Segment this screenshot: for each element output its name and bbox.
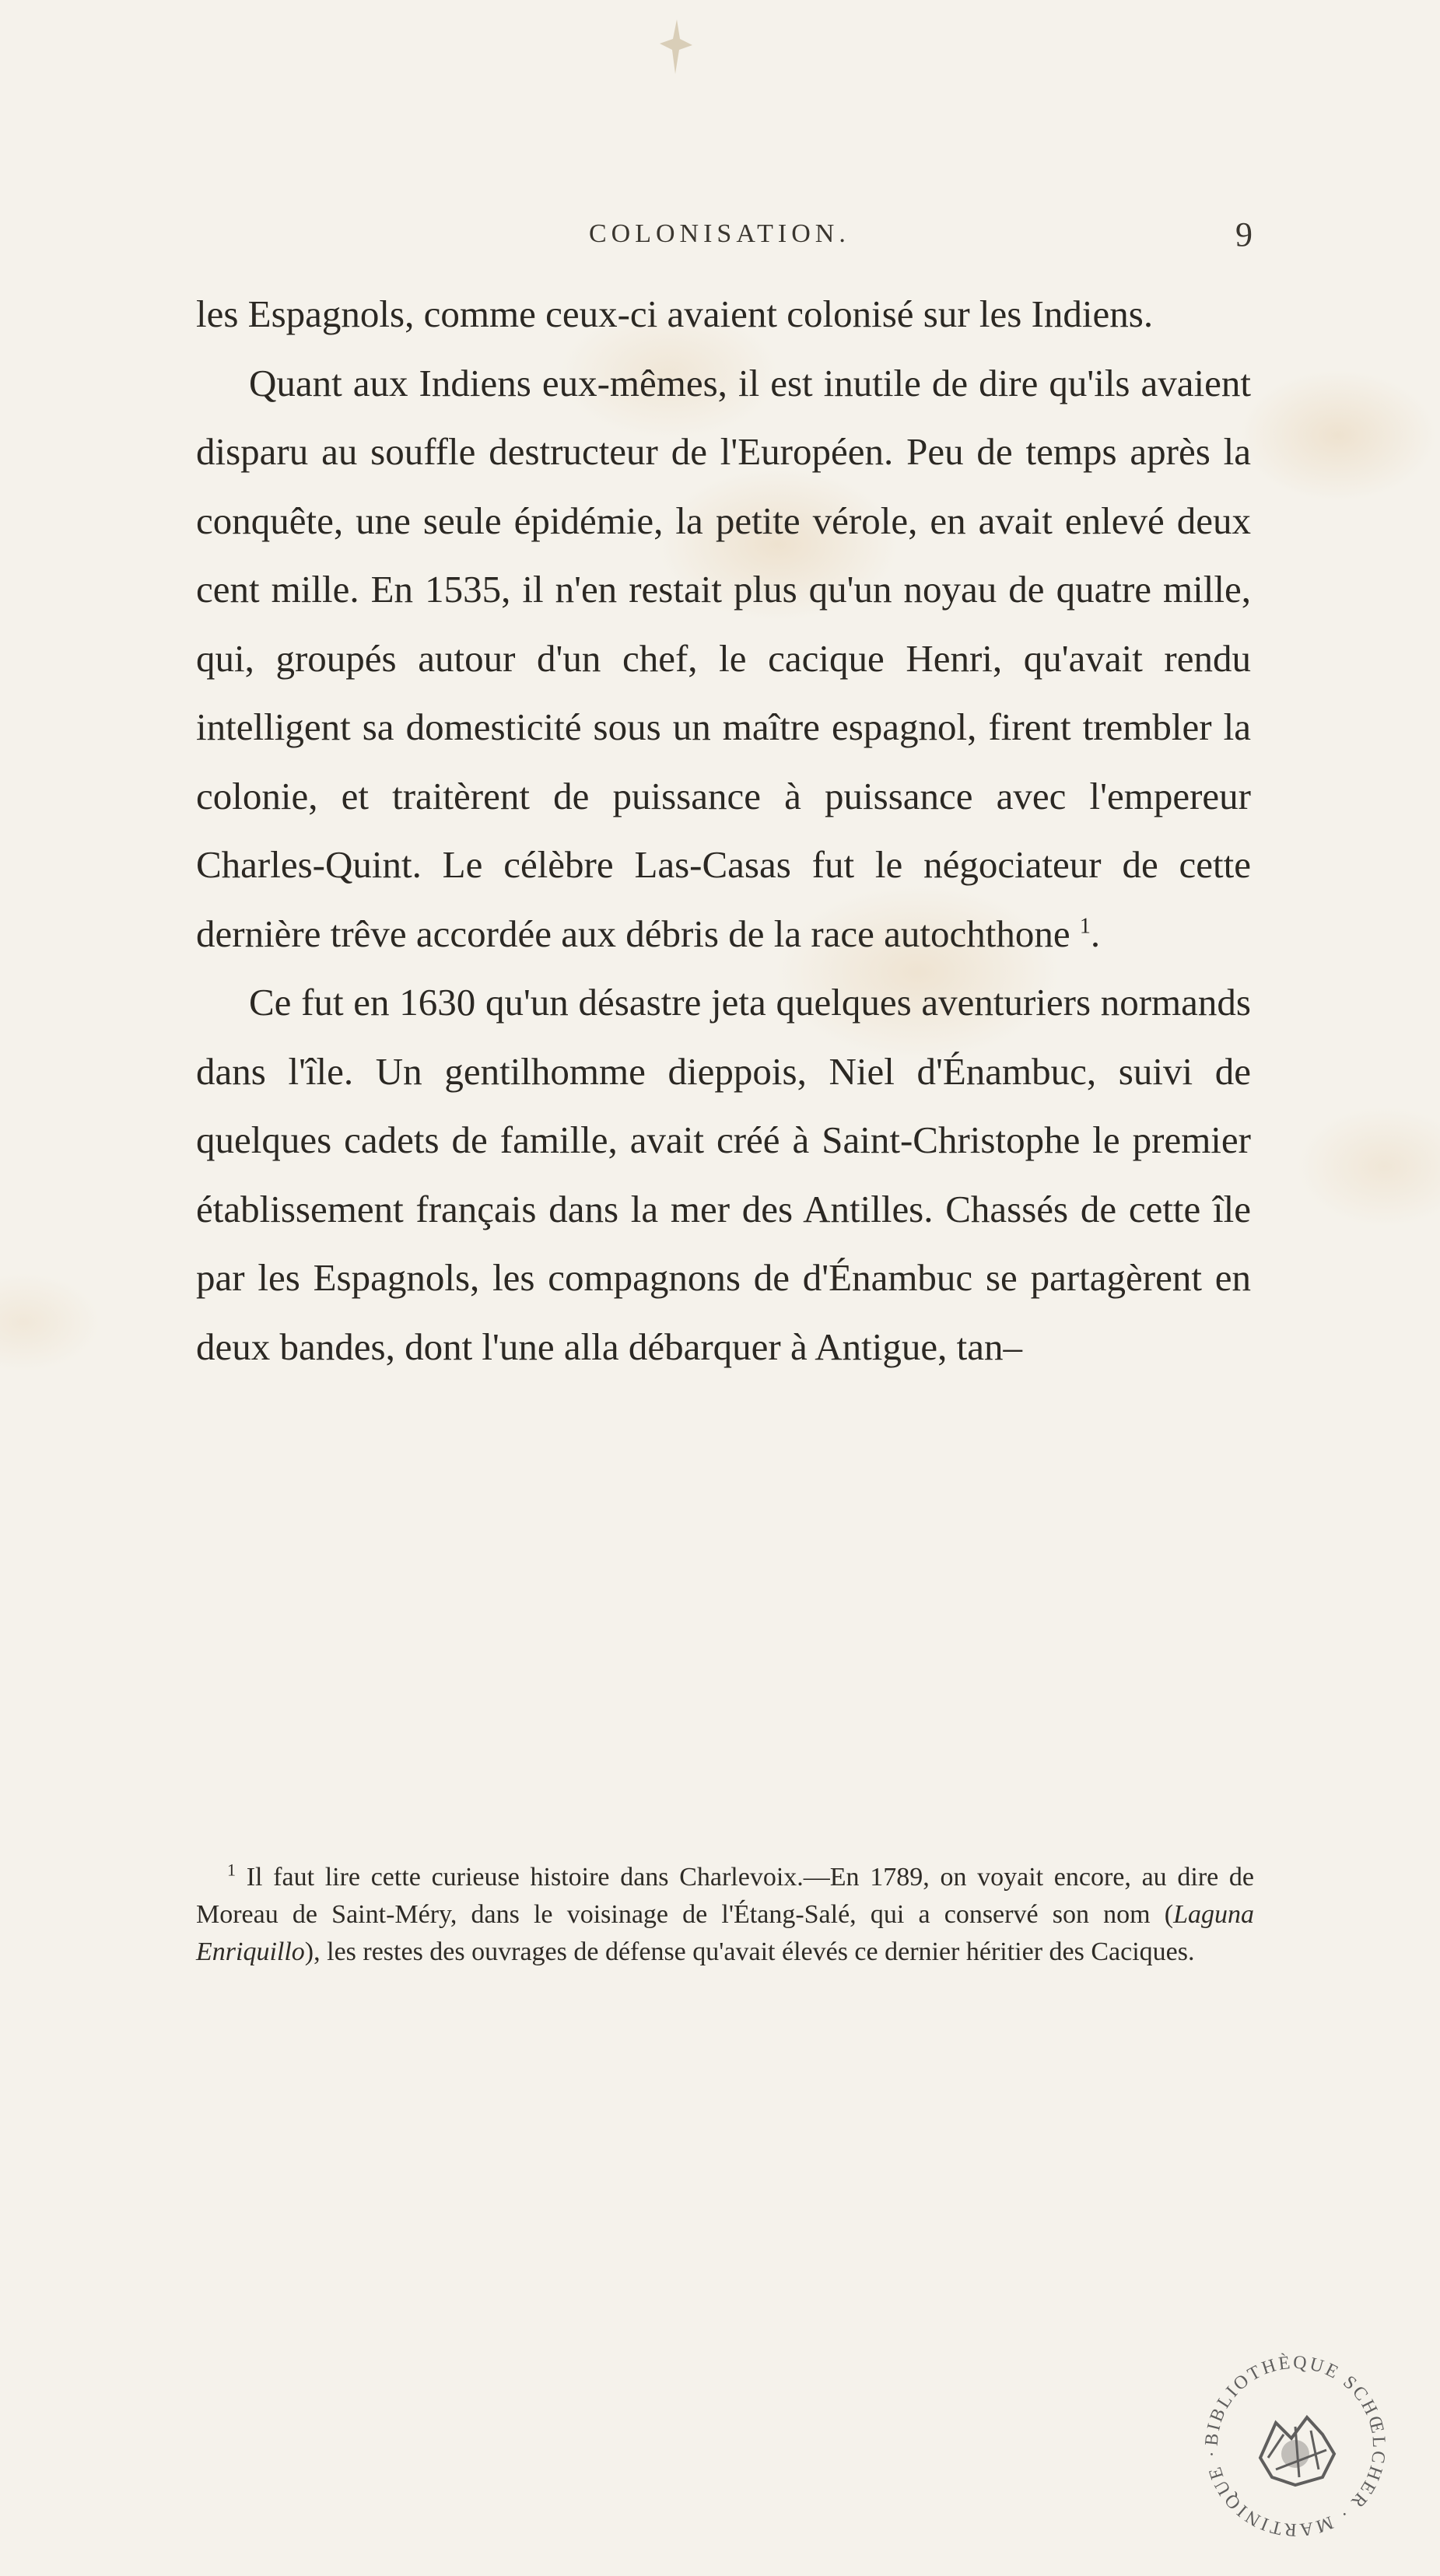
paragraph-2-text: Quant aux Indiens eux-mêmes, il est inutile de dire qu'ils avaient disparu au souffle destructeur de l'Européen. Peu de temps après la conquête, une seule épidémie, la petite vérole, en avait enlevé deux cent mille. En 1535, il n'en restait plus qu'un noyau de quatre mille, qui, groupés autour d'un chef, le cacique Henri, qu'avait rendu intelligent sa domesticité sous un maître espagnol, firent trembler la colonie, et traitèrent de puissance à puissance avec l'empereur Charles-Quint. Le célèbre Las-Casas fut le négociateur de cette dernière trêve accordée aux débris de la race autochthone	[196, 361, 1251, 955]
footnote-paragraph	[196, 1859, 1254, 1971]
paragraph-3-text: Ce fut en 1630 qu'un désastre jeta quelques aventuriers normands dans l'île. Un gentilhomme dieppois, Niel d'Énambuc, suivi de quelques cadets de famille, avait créé à Saint-Christophe le premier établissement français dans la mer des Antilles. Chassés de cette île par les Espagnols, les compagnons de d'Énambuc se partagèrent en deux bandes, dont l'une alla débarquer à Antigue, tan–	[196, 981, 1251, 1368]
stamp-text: BIBLIOTHÈQUE SCHŒLCHER · MARTINIQUE ·	[1201, 2352, 1389, 2540]
body-text	[196, 280, 1251, 1381]
page-header	[194, 215, 1253, 266]
library-stamp	[1190, 2341, 1400, 2551]
footnote	[196, 1859, 1254, 1971]
page-number: 9	[1235, 215, 1253, 254]
paragraph-1-text: les Espagnols, comme ceux-ci avaient colonisé sur les Indiens.	[196, 292, 1154, 335]
stamp-emblem	[1260, 2417, 1334, 2485]
footnote-text-part1: Il faut lire cette curieuse histoire dans Charlevoix.—En 1789, on voyait encore, au dire de Moreau de Saint-Méry, dans le voisinage de l'Étang-Salé, qui a conservé son nom (	[196, 1863, 1255, 1929]
running-title: COLONISATION.	[589, 219, 850, 248]
footnote-text-part2: ), les restes des ouvrages de défense qu'avait élevés ce dernier héritier des Caciques.	[304, 1937, 1195, 1966]
paragraph-1	[196, 280, 1251, 349]
footnote-reference-tail: .	[1090, 912, 1101, 955]
paragraph-2	[196, 349, 1251, 969]
paragraph-3	[196, 968, 1251, 1381]
footnote-number: 1	[227, 1860, 236, 1880]
footnote-reference: 1	[1079, 914, 1091, 939]
ink-smudge	[653, 16, 700, 78]
footnote-italic: Laguna Enriquillo	[196, 1900, 1254, 1966]
